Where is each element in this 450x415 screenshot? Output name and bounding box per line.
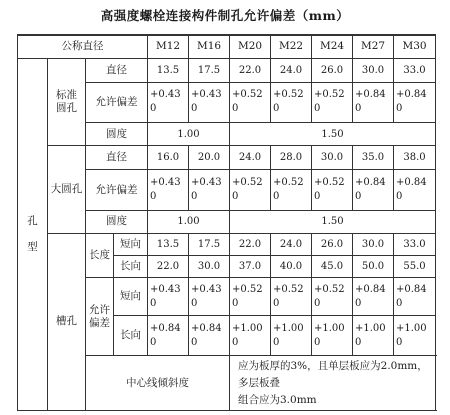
value-cell: 38.0: [394, 146, 436, 170]
long-direction-label: 长向: [114, 316, 148, 356]
tolerance-cell: +0.84 0: [148, 316, 189, 356]
slot-tolerance-label: 允许 偏差: [86, 278, 114, 356]
value-cell: 35.0: [353, 146, 394, 170]
header-row: [18, 35, 436, 58]
tolerance-cell: +0.84 0: [394, 170, 436, 210]
table-row: [18, 233, 436, 255]
tolerance-cell: +0.52 0: [230, 278, 271, 316]
roundness-label: 圆度: [86, 210, 148, 233]
value-cell: 17.5: [189, 58, 230, 82]
value-cell: 24.0: [271, 233, 312, 255]
roundness-small: 1.00: [148, 210, 230, 233]
tolerance-cell: +0.84 0: [353, 278, 394, 316]
tolerance-cell: +1.00 0: [394, 316, 436, 356]
tolerance-cell: +0.43 0: [148, 170, 189, 210]
tolerance-cell: +0.52 0: [230, 82, 271, 122]
tolerance-cell: +0.52 0: [312, 82, 353, 122]
value-cell: 40.0: [271, 255, 312, 277]
tolerance-cell: +0.84 0: [394, 82, 436, 122]
tolerance-cell: +0.52 0: [312, 170, 353, 210]
tolerance-cell: +0.52 0: [271, 278, 312, 316]
tolerance-cell: +0.52 0: [271, 170, 312, 210]
value-cell: 30.0: [189, 255, 230, 277]
value-cell: 33.0: [394, 58, 436, 82]
table-row: [18, 58, 436, 82]
tolerance-cell: +0.43 0: [189, 82, 230, 122]
tolerance-cell: +0.84 0: [353, 82, 394, 122]
value-cell: 45.0: [312, 255, 353, 277]
value-cell: 55.0: [394, 255, 436, 277]
standard-hole-label: 标准 圆孔: [48, 58, 86, 146]
value-cell: 17.5: [189, 233, 230, 255]
value-cell: 22.0: [230, 233, 271, 255]
roundness-large: 1.50: [230, 123, 436, 146]
value-cell: 16.0: [148, 146, 189, 170]
value-cell: 26.0: [312, 233, 353, 255]
short-direction-label: 短向: [114, 233, 148, 255]
value-cell: 24.0: [230, 146, 271, 170]
table-row: [18, 146, 436, 170]
value-cell: 20.0: [189, 146, 230, 170]
value-cell: 22.0: [230, 58, 271, 82]
long-direction-label: 长向: [114, 255, 148, 277]
tolerance-cell: +1.00 0: [312, 316, 353, 356]
diameter-label: 直径: [86, 146, 148, 170]
tolerance-cell: +0.52 0: [271, 82, 312, 122]
roundness-large: 1.50: [230, 210, 436, 233]
value-cell: 24.0: [271, 58, 312, 82]
value-cell: 50.0: [353, 255, 394, 277]
tolerance-cell: +0.84 0: [189, 316, 230, 356]
value-cell: 30.0: [312, 146, 353, 170]
size-cell: M12: [148, 35, 189, 58]
value-cell: 26.0: [312, 58, 353, 82]
size-cell: M30: [394, 35, 436, 58]
tolerance-cell: +0.43 0: [189, 278, 230, 316]
slot-hole-label: 槽孔: [48, 233, 86, 410]
value-cell: 37.0: [230, 255, 271, 277]
size-cell: M20: [230, 35, 271, 58]
length-label: 长度: [86, 233, 114, 277]
roundness-label: 圆度: [86, 123, 148, 146]
tolerance-cell: +0.52 0: [230, 170, 271, 210]
tolerance-cell: +0.43 0: [148, 278, 189, 316]
nominal-diameter-label: 公称直径: [18, 35, 148, 58]
value-cell: 13.5: [148, 233, 189, 255]
tolerance-cell: +0.52 0: [312, 278, 353, 316]
large-hole-label: 大圆孔: [48, 146, 86, 234]
value-cell: 13.5: [148, 58, 189, 82]
size-cell: M22: [271, 35, 312, 58]
size-cell: M24: [312, 35, 353, 58]
value-cell: 30.0: [353, 233, 394, 255]
diameter-label: 直径: [86, 58, 148, 82]
size-cell: M27: [353, 35, 394, 58]
value-cell: 22.0: [148, 255, 189, 277]
short-direction-label: 短向: [114, 278, 148, 316]
size-cell: M16: [189, 35, 230, 58]
tolerance-cell: +0.43 0: [189, 170, 230, 210]
table-title: 高强度螺栓连接构件制孔允许偏差（mm）: [100, 8, 350, 23]
value-cell: 28.0: [271, 146, 312, 170]
tolerance-cell: +1.00 0: [353, 316, 394, 356]
tolerance-cell: +1.00 0: [271, 316, 312, 356]
tolerance-table: [17, 34, 436, 411]
tolerance-cell: +0.84 0: [353, 170, 394, 210]
tolerance-label: 允许偏差: [86, 170, 148, 210]
value-cell: 33.0: [394, 233, 436, 255]
value-cell: 30.0: [353, 58, 394, 82]
centerline-note: 应为板厚的3%，且单层板应为2.0mm，多层板叠 组合应为3.0mm: [230, 356, 436, 411]
tolerance-label: 允许偏差: [86, 82, 148, 122]
hole-type-label: 孔 型: [18, 58, 48, 410]
tolerance-cell: +0.84 0: [394, 278, 436, 316]
tolerance-cell: +1.00 0: [230, 316, 271, 356]
centerline-label: 中心线倾斜度: [86, 356, 230, 411]
tolerance-cell: +0.43 0: [148, 82, 189, 122]
roundness-small: 1.00: [148, 123, 230, 146]
